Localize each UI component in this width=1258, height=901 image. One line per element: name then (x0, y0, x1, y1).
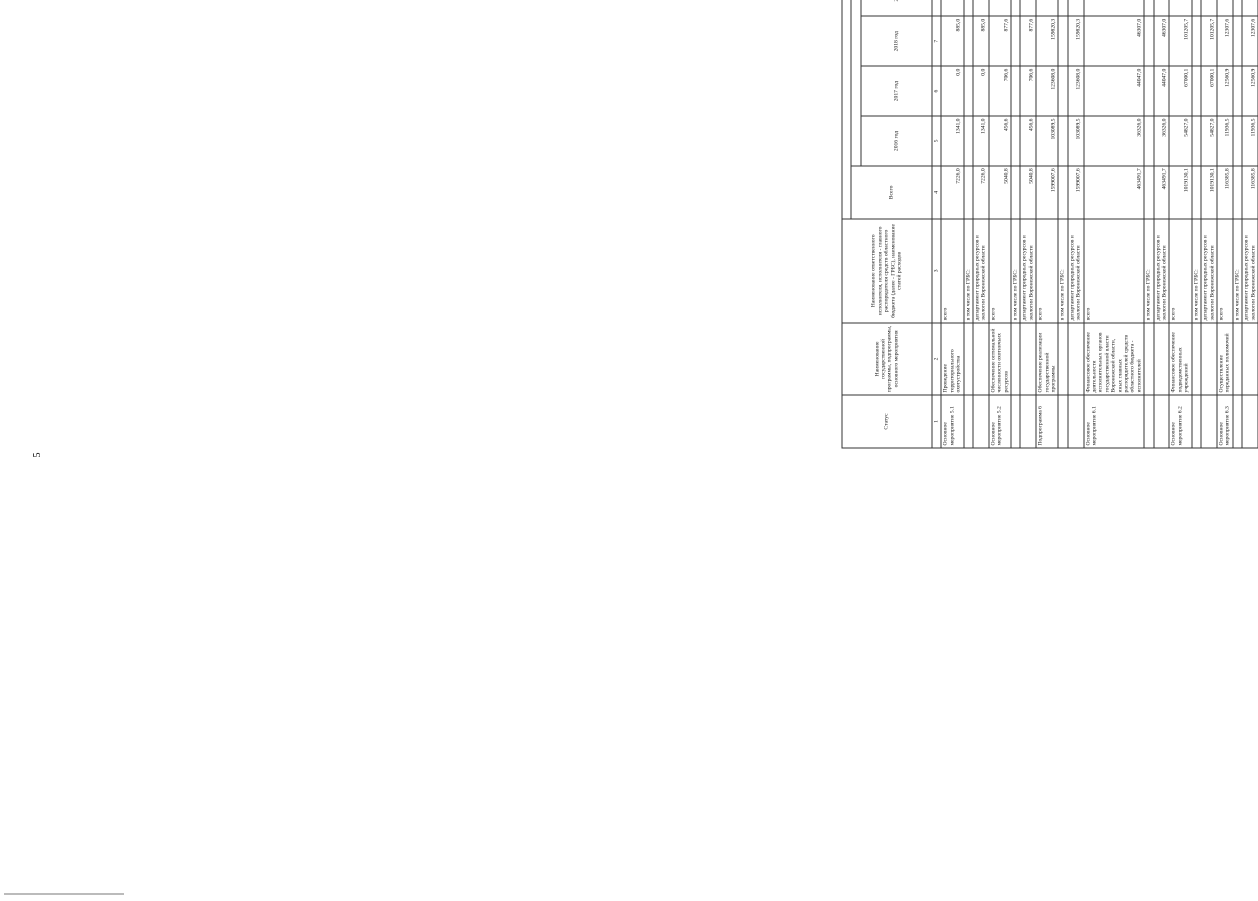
value-cell (1192, 116, 1201, 166)
status-cell: Основное мероприятие 6.2 (1169, 395, 1191, 448)
value-cell: 5040,8 (1020, 166, 1036, 219)
value-cell: 159820,3 (1068, 16, 1084, 66)
value-cell: 1599007,6 (1068, 166, 1084, 219)
program-name-cell: Проведение территориального охотустройства (941, 323, 963, 395)
value-cell: 463491,7 (1084, 166, 1145, 219)
status-cell: Основное мероприятие 6.1 (1084, 395, 1145, 448)
table-row (1192, 0, 1201, 448)
executor-cell: департамент природных ресурсов и экологии Воронежской области (1068, 219, 1084, 323)
table-row (1058, 0, 1067, 448)
value-cell (1144, 0, 1153, 16)
value-cell (989, 0, 1011, 16)
table-row (1068, 0, 1084, 448)
table-row (989, 0, 1011, 448)
value-cell (1233, 0, 1242, 16)
table-row (1144, 0, 1153, 448)
value-cell (964, 66, 973, 116)
value-cell (1233, 116, 1242, 166)
value-cell (1201, 0, 1217, 16)
table-row (1084, 0, 1145, 448)
value-cell: 46307,0 (1084, 16, 1145, 66)
column-index-cell: 4 (932, 166, 941, 219)
value-cell: 1341,0 (973, 116, 989, 166)
program-name-cell (964, 323, 973, 395)
header-years (851, 0, 860, 166)
value-cell: 463491,7 (1154, 166, 1170, 219)
table-row (973, 0, 989, 448)
status-cell: Основное мероприятие 5.1 (941, 395, 963, 448)
value-cell (1058, 116, 1067, 166)
value-cell: 123608,0 (1068, 66, 1084, 116)
value-cell: 0,0 (941, 66, 963, 116)
program-name-cell (1011, 323, 1020, 395)
table-row (1242, 0, 1258, 448)
value-cell (1058, 66, 1067, 116)
value-cell: 456,6 (1020, 116, 1036, 166)
program-name-cell (973, 323, 989, 395)
table-row (1011, 0, 1020, 448)
status-cell: Подпрограмма 6 (1036, 395, 1058, 448)
value-cell (1154, 0, 1170, 16)
status-cell: Основное мероприятие 5.2 (989, 395, 1011, 448)
value-cell: 7226,0 (941, 166, 963, 219)
value-cell: 706,6 (989, 66, 1011, 116)
value-cell: 1599007,6 (1036, 166, 1058, 219)
table-row (1036, 0, 1058, 448)
value-cell: 0,0 (973, 66, 989, 116)
value-cell (1233, 66, 1242, 116)
program-name-cell (1058, 323, 1067, 395)
value-cell: 101205,7 (1169, 16, 1191, 66)
column-index-cell: 5 (932, 116, 941, 166)
executor-cell: в том числе по ГРБС: (1192, 219, 1201, 323)
table-row (941, 0, 963, 448)
table-body (941, 0, 1258, 448)
value-cell (964, 166, 973, 219)
value-cell: 123608,0 (1036, 66, 1058, 116)
status-cell (1058, 395, 1067, 448)
value-cell: 67000,1 (1169, 66, 1191, 116)
column-index-cell: 1 (932, 395, 941, 448)
value-cell: 885,0 (941, 16, 963, 66)
status-cell (1011, 395, 1020, 448)
value-cell (1011, 116, 1020, 166)
value-cell: 159820,3 (1036, 16, 1058, 66)
status-cell (1154, 395, 1170, 448)
status-cell (1201, 395, 1217, 448)
value-cell: 1019130,1 (1169, 166, 1191, 219)
value-cell: 1341,0 (941, 116, 963, 166)
program-name-cell (1144, 323, 1153, 395)
column-index-cell: 3 (932, 219, 941, 323)
table-row (1233, 0, 1242, 448)
value-cell: 877,6 (1020, 16, 1036, 66)
status-cell (1242, 395, 1258, 448)
value-cell: 116385,8 (1217, 166, 1233, 219)
value-cell: 7226,0 (973, 166, 989, 219)
header-total: Всего (851, 166, 931, 219)
executor-cell: департамент природных ресурсов и экологии Воронежской области (1154, 219, 1170, 323)
executor-cell: департамент природных ресурсов и экологии Воронежской области (1020, 219, 1036, 323)
column-index-cell: 6 (932, 66, 941, 116)
header-status: Статус (842, 395, 932, 448)
executor-cell: департамент природных ресурсов и экологии Воронежской области (973, 219, 989, 323)
value-cell (1084, 0, 1145, 16)
status-cell: Основное мероприятие 6.3 (1217, 395, 1233, 448)
value-cell (1169, 0, 1191, 16)
column-index-cell: 2 (932, 323, 941, 395)
value-cell: 44047,0 (1154, 66, 1170, 116)
program-name-cell (1201, 323, 1217, 395)
budget-table (842, 0, 1258, 449)
value-cell: 101205,7 (1201, 16, 1217, 66)
status-cell (973, 395, 989, 448)
executor-cell: в том числе по ГРБС: (1233, 219, 1242, 323)
program-name-cell: Финансовое обеспечение подведомственных учреждений (1169, 323, 1191, 395)
value-cell: 46307,0 (1154, 16, 1170, 66)
header-2018: 2018 год (861, 16, 932, 66)
executor-cell: всего (1084, 219, 1145, 323)
column-index-cell: 7 (932, 16, 941, 66)
value-cell: 36326,0 (1084, 116, 1145, 166)
value-cell (1058, 16, 1067, 66)
value-cell (1068, 0, 1084, 16)
value-cell (1058, 166, 1067, 219)
value-cell: 11936,5 (1242, 116, 1258, 166)
value-cell: 67000,1 (1201, 66, 1217, 116)
value-cell (1144, 116, 1153, 166)
executor-cell: всего (989, 219, 1011, 323)
value-cell (1192, 166, 1201, 219)
value-cell (1144, 166, 1153, 219)
status-cell (964, 395, 973, 448)
program-name-cell (1068, 323, 1084, 395)
value-cell: 706,6 (1020, 66, 1036, 116)
value-cell: 103089,5 (1036, 116, 1058, 166)
executor-cell: всего (1036, 219, 1058, 323)
value-cell: 12560,9 (1217, 66, 1233, 116)
value-cell (1011, 66, 1020, 116)
header-program-name: Наименование государственной программы, подпрограммы, основного мероприятия (842, 323, 932, 395)
value-cell: 12560,9 (1242, 66, 1258, 116)
value-cell (1020, 0, 1036, 16)
table-row (1020, 0, 1036, 448)
value-cell (964, 116, 973, 166)
column-index-cell (932, 0, 941, 16)
status-cell (1233, 395, 1242, 448)
value-cell (1058, 0, 1067, 16)
value-cell: 12307,6 (1242, 16, 1258, 66)
value-cell (1233, 16, 1242, 66)
table-row (1154, 0, 1170, 448)
table-row (1169, 0, 1191, 448)
value-cell: 54827,0 (1201, 116, 1217, 166)
executor-cell: в том числе по ГРБС: (1011, 219, 1020, 323)
table-row (964, 0, 973, 448)
table-row (1217, 0, 1233, 448)
program-name-cell (1233, 323, 1242, 395)
value-cell (964, 16, 973, 66)
executor-cell: всего (1169, 219, 1191, 323)
value-cell (1144, 16, 1153, 66)
value-cell (973, 0, 989, 16)
value-cell: 116385,8 (1242, 166, 1258, 219)
value-cell (1192, 0, 1201, 16)
executor-cell: департамент природных ресурсов и экологии Воронежской области (1242, 219, 1258, 323)
value-cell (1011, 166, 1020, 219)
status-cell (1020, 395, 1036, 448)
value-cell: 885,0 (973, 16, 989, 66)
value-cell: 456,6 (989, 116, 1011, 166)
value-cell: 11936,5 (1217, 116, 1233, 166)
value-cell (1192, 66, 1201, 116)
header-expenses (842, 0, 851, 219)
program-name-cell: Финансовое обеспечение деятельности исполнительных органов государственной власти Воронежской области, иных главных распорядителей средств областного бюджета - исполнителей (1084, 323, 1145, 395)
value-cell (1144, 66, 1153, 116)
executor-cell: в том числе по ГРБС: (964, 219, 973, 323)
executor-cell: всего (941, 219, 963, 323)
scan-edge-line (4, 893, 124, 895)
value-cell: 877,6 (989, 16, 1011, 66)
value-cell (1011, 16, 1020, 66)
budget-table-page (842, 0, 1257, 449)
header-2019 (861, 0, 932, 16)
program-name-cell: Обеспечение оптимальной численности охотничьих ресурсов (989, 323, 1011, 395)
value-cell: 54827,0 (1169, 116, 1191, 166)
value-cell: 1019130,1 (1201, 166, 1217, 219)
program-name-cell (1192, 323, 1201, 395)
value-cell: 12307,6 (1217, 16, 1233, 66)
program-name-cell: Осуществление переданных полномочий (1217, 323, 1233, 395)
value-cell (941, 0, 963, 16)
status-cell (1068, 395, 1084, 448)
executor-cell: всего (1217, 219, 1233, 323)
value-cell: 44047,0 (1084, 66, 1145, 116)
column-index-row (932, 0, 941, 448)
program-name-cell (1154, 323, 1170, 395)
value-cell: 5040,8 (989, 166, 1011, 219)
value-cell (964, 0, 973, 16)
status-cell (1144, 395, 1153, 448)
page-number: 5 (32, 452, 43, 458)
value-cell: 36326,0 (1154, 116, 1170, 166)
value-cell (1011, 0, 1020, 16)
executor-cell: департамент природных ресурсов и экологии Воронежской области (1201, 219, 1217, 323)
program-name-cell (1020, 323, 1036, 395)
value-cell (1242, 0, 1258, 16)
header-2016: 2016 год (861, 116, 932, 166)
header-2017: 2017 год (861, 66, 932, 116)
value-cell (1192, 16, 1201, 66)
program-name-cell (1242, 323, 1258, 395)
value-cell (1233, 166, 1242, 219)
value-cell: 103089,5 (1068, 116, 1084, 166)
executor-cell: в том числе по ГРБС: (1144, 219, 1153, 323)
value-cell (1217, 0, 1233, 16)
executor-cell: в том числе по ГРБС: (1058, 219, 1067, 323)
status-cell (1192, 395, 1201, 448)
value-cell (1036, 0, 1058, 16)
header-executor: Наименование ответственного исполнителя, исполнителя - главного распорядителя средств областного бюджета (далее - ГРБС), наименование статей расходов (842, 219, 932, 323)
program-name-cell: Обеспечение реализации государственной программы (1036, 323, 1058, 395)
table-row (1201, 0, 1217, 448)
